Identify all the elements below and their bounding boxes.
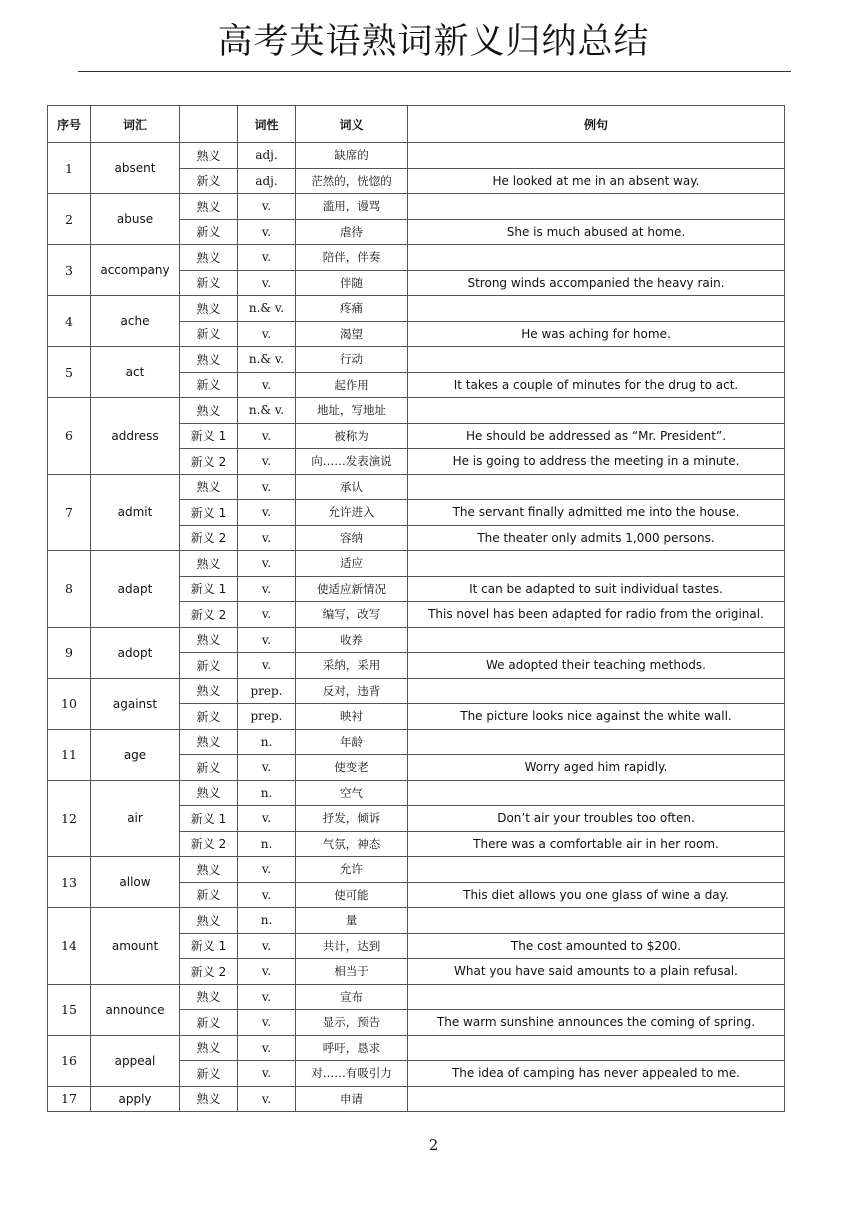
- sense-type: 熟义: [180, 729, 238, 755]
- entry-word: apply: [91, 1086, 180, 1112]
- meaning: 收养: [296, 627, 408, 653]
- part-of-speech: v.: [238, 602, 296, 628]
- table-row: [48, 143, 785, 169]
- meaning: 使可能: [296, 882, 408, 908]
- example-sentence: There was a comfortable air in her room.: [408, 831, 785, 857]
- title-divider: [78, 71, 791, 72]
- entry-number: 3: [48, 245, 91, 296]
- entry-number: 10: [48, 678, 91, 729]
- table-header-row: [48, 106, 785, 143]
- entry-number: 8: [48, 551, 91, 628]
- part-of-speech: v.: [238, 627, 296, 653]
- example-sentence: [408, 1035, 785, 1061]
- sense-type: 熟义: [180, 194, 238, 220]
- part-of-speech: v.: [238, 857, 296, 883]
- sense-type: 熟义: [180, 474, 238, 500]
- part-of-speech: v.: [238, 653, 296, 679]
- example-sentence: [408, 551, 785, 577]
- entry-number: 14: [48, 908, 91, 985]
- sense-type: 新义 2: [180, 525, 238, 551]
- entry-number: 13: [48, 857, 91, 908]
- header-example: 例句: [408, 106, 785, 143]
- example-sentence: He looked at me in an absent way.: [408, 168, 785, 194]
- example-sentence: Strong winds accompanied the heavy rain.: [408, 270, 785, 296]
- vocab-table: [47, 105, 785, 1112]
- sense-type: 新义 1: [180, 933, 238, 959]
- table-row: [48, 474, 785, 500]
- table-row: [48, 908, 785, 934]
- sense-type: 新义 1: [180, 576, 238, 602]
- part-of-speech: v.: [238, 755, 296, 781]
- part-of-speech: v.: [238, 1061, 296, 1087]
- example-sentence: What you have said amounts to a plain refusal.: [408, 959, 785, 985]
- table-row: [48, 1086, 785, 1112]
- sense-type: 熟义: [180, 780, 238, 806]
- part-of-speech: n.& v.: [238, 398, 296, 424]
- example-sentence: This novel has been adapted for radio from the original.: [408, 602, 785, 628]
- sense-type: 熟义: [180, 143, 238, 169]
- table-row: [48, 194, 785, 220]
- meaning: 地址，写地址: [296, 398, 408, 424]
- part-of-speech: prep.: [238, 678, 296, 704]
- entry-word: appeal: [91, 1035, 180, 1086]
- entry-number: 11: [48, 729, 91, 780]
- example-sentence: Worry aged him rapidly.: [408, 755, 785, 781]
- meaning: 年龄: [296, 729, 408, 755]
- part-of-speech: v.: [238, 321, 296, 347]
- table-row: [48, 857, 785, 883]
- example-sentence: [408, 398, 785, 424]
- meaning: 起作用: [296, 372, 408, 398]
- table-row: [48, 678, 785, 704]
- header-sense-type: [180, 106, 238, 143]
- meaning: 伴随: [296, 270, 408, 296]
- meaning: 气氛，神态: [296, 831, 408, 857]
- meaning: 空气: [296, 780, 408, 806]
- table-row: [48, 398, 785, 424]
- meaning: 抒发，倾诉: [296, 806, 408, 832]
- part-of-speech: v.: [238, 576, 296, 602]
- table-row: [48, 627, 785, 653]
- sense-type: 新义: [180, 321, 238, 347]
- example-sentence: The cost amounted to $200.: [408, 933, 785, 959]
- example-sentence: He is going to address the meeting in a minute.: [408, 449, 785, 475]
- sense-type: 熟义: [180, 551, 238, 577]
- table-body: [48, 143, 785, 1112]
- part-of-speech: v.: [238, 806, 296, 832]
- entry-word: adapt: [91, 551, 180, 628]
- meaning: 允许进入: [296, 500, 408, 526]
- example-sentence: We adopted their teaching methods.: [408, 653, 785, 679]
- part-of-speech: v.: [238, 474, 296, 500]
- sense-type: 熟义: [180, 857, 238, 883]
- sense-type: 熟义: [180, 398, 238, 424]
- part-of-speech: v.: [238, 372, 296, 398]
- example-sentence: She is much abused at home.: [408, 219, 785, 245]
- header-meaning: 词义: [296, 106, 408, 143]
- sense-type: 新义: [180, 219, 238, 245]
- part-of-speech: v.: [238, 1086, 296, 1112]
- sense-type: 新义 2: [180, 449, 238, 475]
- sense-type: 新义: [180, 168, 238, 194]
- sense-type: 熟义: [180, 347, 238, 373]
- entry-word: adopt: [91, 627, 180, 678]
- example-sentence: The idea of camping has never appealed to me.: [408, 1061, 785, 1087]
- meaning: 渴望: [296, 321, 408, 347]
- sense-type: 新义: [180, 704, 238, 730]
- sense-type: 熟义: [180, 627, 238, 653]
- part-of-speech: v.: [238, 423, 296, 449]
- part-of-speech: n.: [238, 908, 296, 934]
- entry-number: 7: [48, 474, 91, 551]
- entry-number: 15: [48, 984, 91, 1035]
- meaning: 允许: [296, 857, 408, 883]
- page-title: 高考英语熟词新义归纳总结: [217, 22, 650, 62]
- table-row: [48, 551, 785, 577]
- example-sentence: [408, 678, 785, 704]
- example-sentence: [408, 984, 785, 1010]
- example-sentence: [408, 474, 785, 500]
- sense-type: 新义: [180, 372, 238, 398]
- meaning: 使适应新情况: [296, 576, 408, 602]
- entry-word: admit: [91, 474, 180, 551]
- example-sentence: [408, 627, 785, 653]
- entry-word: accompany: [91, 245, 180, 296]
- example-sentence: [408, 296, 785, 322]
- table-row: [48, 347, 785, 373]
- meaning: 相当于: [296, 959, 408, 985]
- sense-type: 新义: [180, 882, 238, 908]
- entry-number: 6: [48, 398, 91, 475]
- example-sentence: [408, 1086, 785, 1112]
- part-of-speech: n.: [238, 780, 296, 806]
- meaning: 量: [296, 908, 408, 934]
- meaning: 编写，改写: [296, 602, 408, 628]
- sense-type: 熟义: [180, 1086, 238, 1112]
- table-row: [48, 245, 785, 271]
- part-of-speech: adj.: [238, 168, 296, 194]
- example-sentence: [408, 347, 785, 373]
- sense-type: 熟义: [180, 245, 238, 271]
- meaning: 使变老: [296, 755, 408, 781]
- header-word: 词汇: [91, 106, 180, 143]
- example-sentence: The theater only admits 1,000 persons.: [408, 525, 785, 551]
- example-sentence: The picture looks nice against the white wall.: [408, 704, 785, 730]
- entry-word: air: [91, 780, 180, 857]
- sense-type: 新义 2: [180, 831, 238, 857]
- meaning: 申请: [296, 1086, 408, 1112]
- table-row: [48, 984, 785, 1010]
- part-of-speech: v.: [238, 1035, 296, 1061]
- meaning: 陪伴，伴奏: [296, 245, 408, 271]
- sense-type: 熟义: [180, 296, 238, 322]
- part-of-speech: n.: [238, 831, 296, 857]
- example-sentence: This diet allows you one glass of wine a day.: [408, 882, 785, 908]
- entry-number: 16: [48, 1035, 91, 1086]
- part-of-speech: n.& v.: [238, 296, 296, 322]
- meaning: 采纳，采用: [296, 653, 408, 679]
- meaning: 映衬: [296, 704, 408, 730]
- table-row: [48, 729, 785, 755]
- sense-type: 熟义: [180, 1035, 238, 1061]
- entry-number: 4: [48, 296, 91, 347]
- example-sentence: [408, 729, 785, 755]
- header-number: 序号: [48, 106, 91, 143]
- meaning: 疼痛: [296, 296, 408, 322]
- example-sentence: The warm sunshine announces the coming of spring.: [408, 1010, 785, 1036]
- entry-word: against: [91, 678, 180, 729]
- sense-type: 新义 1: [180, 423, 238, 449]
- entry-word: address: [91, 398, 180, 475]
- meaning: 共计，达到: [296, 933, 408, 959]
- part-of-speech: n.: [238, 729, 296, 755]
- sense-type: 熟义: [180, 908, 238, 934]
- entry-word: amount: [91, 908, 180, 985]
- sense-type: 熟义: [180, 984, 238, 1010]
- table-row: [48, 296, 785, 322]
- example-sentence: It takes a couple of minutes for the drug to act.: [408, 372, 785, 398]
- meaning: 呼吁，恳求: [296, 1035, 408, 1061]
- sense-type: 新义: [180, 1061, 238, 1087]
- sense-type: 新义: [180, 755, 238, 781]
- sense-type: 新义: [180, 653, 238, 679]
- meaning: 承认: [296, 474, 408, 500]
- part-of-speech: v.: [238, 194, 296, 220]
- meaning: 显示，预告: [296, 1010, 408, 1036]
- meaning: 宣布: [296, 984, 408, 1010]
- sense-type: 熟义: [180, 678, 238, 704]
- sense-type: 新义 1: [180, 500, 238, 526]
- example-sentence: [408, 857, 785, 883]
- part-of-speech: v.: [238, 984, 296, 1010]
- part-of-speech: v.: [238, 245, 296, 271]
- meaning: 行动: [296, 347, 408, 373]
- example-sentence: [408, 143, 785, 169]
- meaning: 对……有吸引力: [296, 1061, 408, 1087]
- page-number: 2: [428, 1136, 439, 1154]
- example-sentence: [408, 245, 785, 271]
- part-of-speech: adj.: [238, 143, 296, 169]
- meaning: 缺席的: [296, 143, 408, 169]
- entry-word: allow: [91, 857, 180, 908]
- example-sentence: He was aching for home.: [408, 321, 785, 347]
- part-of-speech: v.: [238, 500, 296, 526]
- table-row: [48, 1035, 785, 1061]
- part-of-speech: v.: [238, 525, 296, 551]
- part-of-speech: prep.: [238, 704, 296, 730]
- example-sentence: He should be addressed as “Mr. President”.: [408, 423, 785, 449]
- part-of-speech: v.: [238, 219, 296, 245]
- part-of-speech: v.: [238, 449, 296, 475]
- sense-type: 新义: [180, 1010, 238, 1036]
- example-sentence: [408, 780, 785, 806]
- example-sentence: Don’t air your troubles too often.: [408, 806, 785, 832]
- entry-word: abuse: [91, 194, 180, 245]
- entry-number: 5: [48, 347, 91, 398]
- meaning: 容纳: [296, 525, 408, 551]
- sense-type: 新义 1: [180, 806, 238, 832]
- meaning: 被称为: [296, 423, 408, 449]
- entry-number: 17: [48, 1086, 91, 1112]
- example-sentence: It can be adapted to suit individual tastes.: [408, 576, 785, 602]
- part-of-speech: v.: [238, 933, 296, 959]
- entry-number: 9: [48, 627, 91, 678]
- entry-number: 12: [48, 780, 91, 857]
- sense-type: 新义 2: [180, 602, 238, 628]
- header-part-of-speech: 词性: [238, 106, 296, 143]
- meaning: 虐待: [296, 219, 408, 245]
- entry-word: ache: [91, 296, 180, 347]
- meaning: 向……发表演说: [296, 449, 408, 475]
- meaning: 适应: [296, 551, 408, 577]
- part-of-speech: v.: [238, 959, 296, 985]
- part-of-speech: v.: [238, 551, 296, 577]
- entry-word: act: [91, 347, 180, 398]
- entry-word: age: [91, 729, 180, 780]
- sense-type: 新义 2: [180, 959, 238, 985]
- part-of-speech: n.& v.: [238, 347, 296, 373]
- example-sentence: [408, 908, 785, 934]
- sense-type: 新义: [180, 270, 238, 296]
- entry-word: announce: [91, 984, 180, 1035]
- meaning: 滥用，谩骂: [296, 194, 408, 220]
- entry-number: 2: [48, 194, 91, 245]
- entry-number: 1: [48, 143, 91, 194]
- entry-word: absent: [91, 143, 180, 194]
- example-sentence: [408, 194, 785, 220]
- example-sentence: The servant finally admitted me into the house.: [408, 500, 785, 526]
- part-of-speech: v.: [238, 270, 296, 296]
- part-of-speech: v.: [238, 1010, 296, 1036]
- meaning: 茫然的，恍惚的: [296, 168, 408, 194]
- table-row: [48, 780, 785, 806]
- meaning: 反对，违背: [296, 678, 408, 704]
- part-of-speech: v.: [238, 882, 296, 908]
